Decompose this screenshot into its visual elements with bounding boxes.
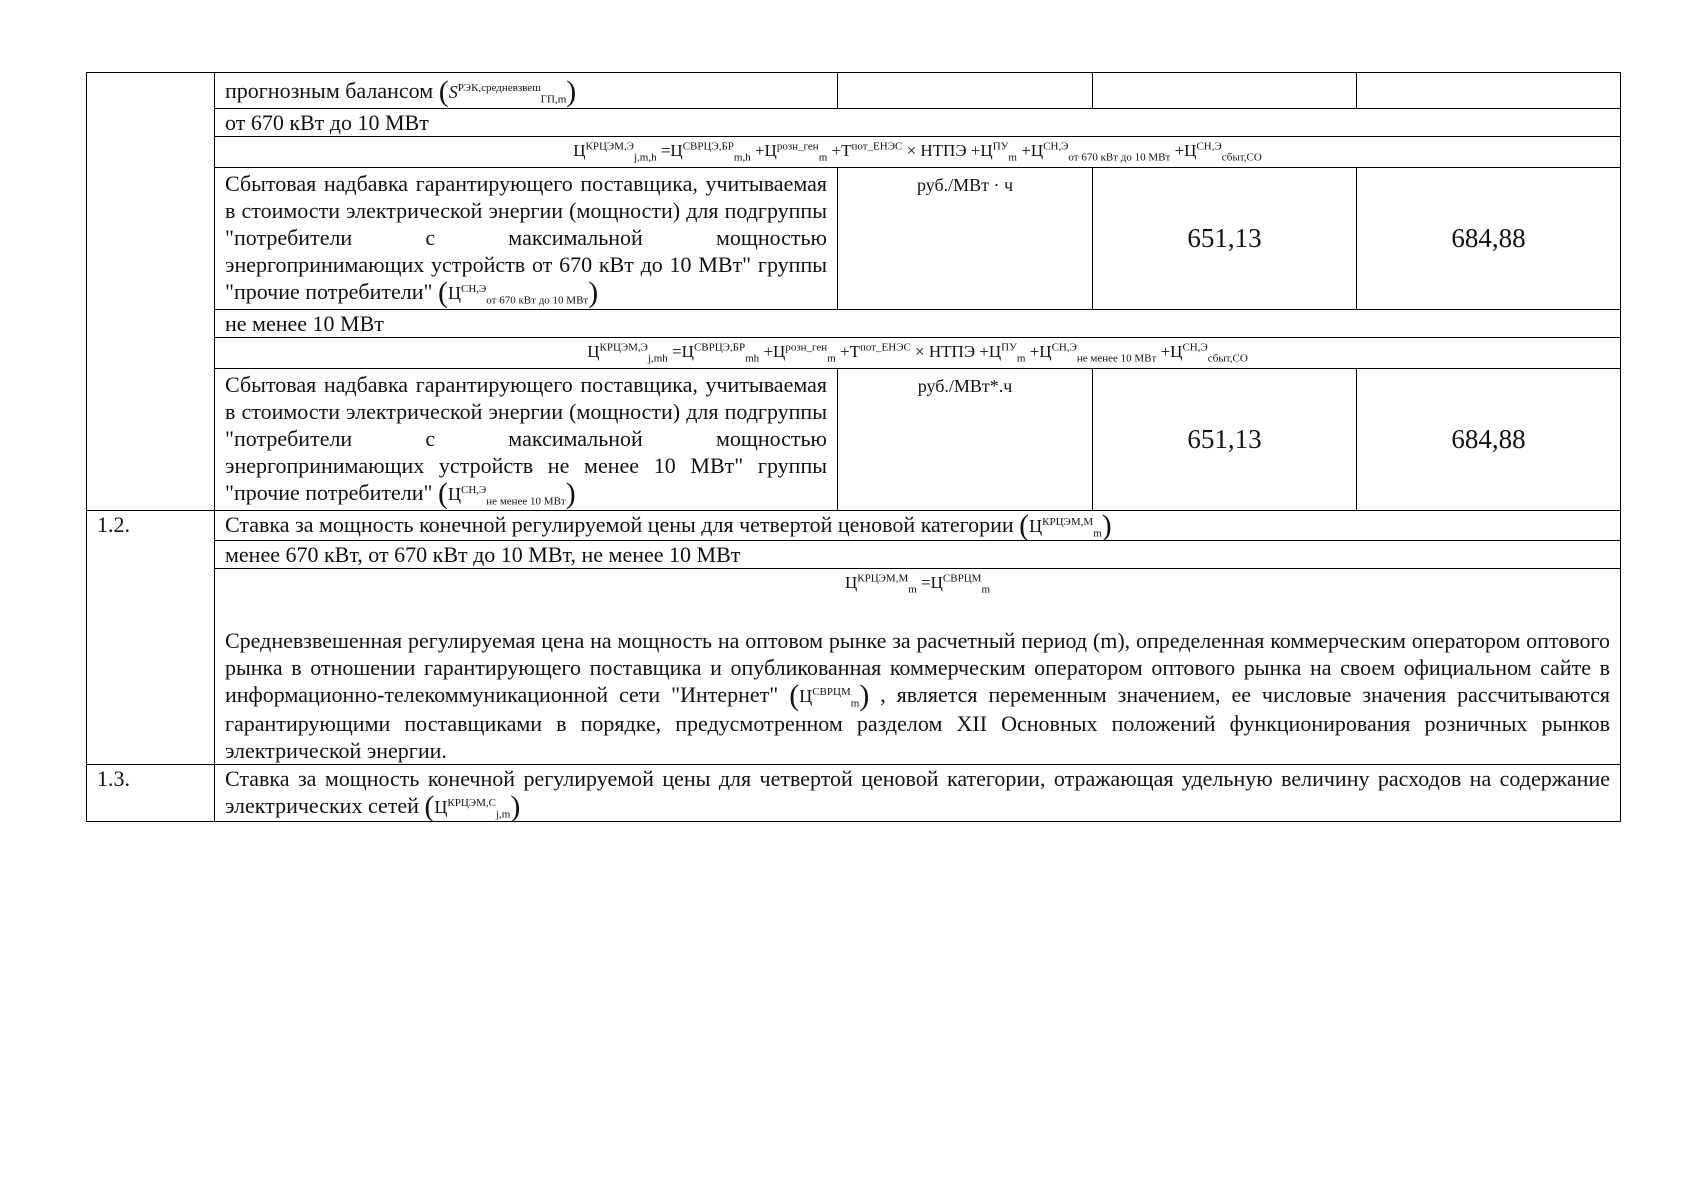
band-label-10: не менее 10 МВт <box>215 310 1621 338</box>
section-1-2-bands-row <box>87 541 1621 569</box>
unit-10: руб./МВт*.ч <box>838 369 1093 511</box>
value-cell-empty-2 <box>1357 73 1621 109</box>
band-row-10 <box>87 310 1621 338</box>
balance-row <box>87 73 1621 109</box>
markup-row-670 <box>87 168 1621 310</box>
section-1-3-row <box>87 765 1621 822</box>
formula-row-10 <box>87 338 1621 369</box>
number-cell-empty <box>87 73 215 511</box>
formula-670: $Ц^{КРЦЭМ,Э}_{j,m,h} =Ц^{СВРЦЭ,БР}_{m,h} +Ц^{розн\_ген}_m +Т^{пот\_ЕНЭС}$ × НТПЭ $+Ц^{ПУ}_m +Ц^{СН,Э}_{от 670 кВт до 10 МВт} +Ц^{СН,Э}_{сбыт,СО}$ <box>215 137 1621 168</box>
unit-670: руб./МВт · ч <box>838 168 1093 310</box>
section-1-2-title-row <box>87 511 1621 541</box>
section-1-2-title: Ставка за мощность конечной регулируемой цены для четвертой ценовой категории $(Ц^{КРЦЭМ,М}_m)$ <box>215 511 1621 541</box>
markup-row-10 <box>87 369 1621 511</box>
band-label-670: от 670 кВт до 10 МВт <box>215 109 1621 137</box>
section-1-2-body <box>215 569 1621 765</box>
value-670-1: 651,13 <box>1093 168 1357 310</box>
markup-desc-670: Сбытовая надбавка гарантирующего поставщика, учитываемая в стоимости электрической энергии (мощности) для подгруппы "потребители с максимальной мощностью энергопринимающих устройств от 670 кВт до 10 МВт" группы "прочие потребители" $(Ц^{СН,Э}_{от 670 кВт до 10 МВт})$ <box>215 168 838 310</box>
tariff-table <box>86 72 1621 822</box>
formula-row-670 <box>87 137 1621 168</box>
markup-desc-10: Сбытовая надбавка гарантирующего поставщика, учитываемая в стоимости электрической энергии (мощности) для подгруппы "потребители с максимальной мощностью энергопринимающих устройств не менее 10 МВт" группы "прочие потребители" $(Ц^{СН,Э}_{не менее 10 МВт})$ <box>215 369 838 511</box>
value-10-1: 651,13 <box>1093 369 1357 511</box>
unit-cell-empty <box>838 73 1093 109</box>
section-number-1-2: 1.2. <box>87 511 215 765</box>
section-number-1-3: 1.3. <box>87 765 215 822</box>
band-row-670 <box>87 109 1621 137</box>
section-1-2-body-row <box>87 569 1621 765</box>
balance-label: прогнозным балансом $(S^{РЭК,средневзвеш}_{ГП,m})$ <box>215 73 838 109</box>
formula-10: $Ц^{КРЦЭМ,Э}_{j,mh} =Ц^{СВРЦЭ,БР}_{mh} +Ц^{розн\_ген}_m +Т^{пот\_ЕНЭС}$ × НТПЭ $+Ц^{ПУ}_m +Ц^{СН,Э}_{не менее 10 МВт} +Ц^{СН,Э}_{сбыт,СО}$ <box>215 338 1621 369</box>
section-1-2-bands: менее 670 кВт, от 670 кВт до 10 МВт, не менее 10 МВт <box>215 541 1621 569</box>
section-1-3-title: Ставка за мощность конечной регулируемой цены для четвертой ценовой категории, отражающая удельную величину расходов на содержание электрических сетей $(Ц^{КРЦЭМ,С}_{j,m})$ <box>215 765 1621 822</box>
value-670-2: 684,88 <box>1357 168 1621 310</box>
section-1-2-formula: $Ц^{КРЦЭМ,М}_m =Ц^{СВРЦМ}_m$ <box>844 572 991 596</box>
value-cell-empty-1 <box>1093 73 1357 109</box>
value-10-2: 684,88 <box>1357 369 1621 511</box>
section-1-2-description: Средневзвешенная регулируемая цена на мощность на оптовом рынке за расчетный период (m), определенная коммерческим оператором оптового рынка в отношении гарантирующего поставщика и опубликованная коммерческим оператором оптового рынка на своем официальном сайте в информационно-телекоммуникационной сети "Интернет" $(Ц^{СВРЦМ}_m)$ , является переменным значением, ее числовые значения рассчитываются гарантирующими поставщиками в порядке, предусмотренном разделом XII Основных положений функционирования розничных рынков электрической энергии. <box>225 628 1611 763</box>
